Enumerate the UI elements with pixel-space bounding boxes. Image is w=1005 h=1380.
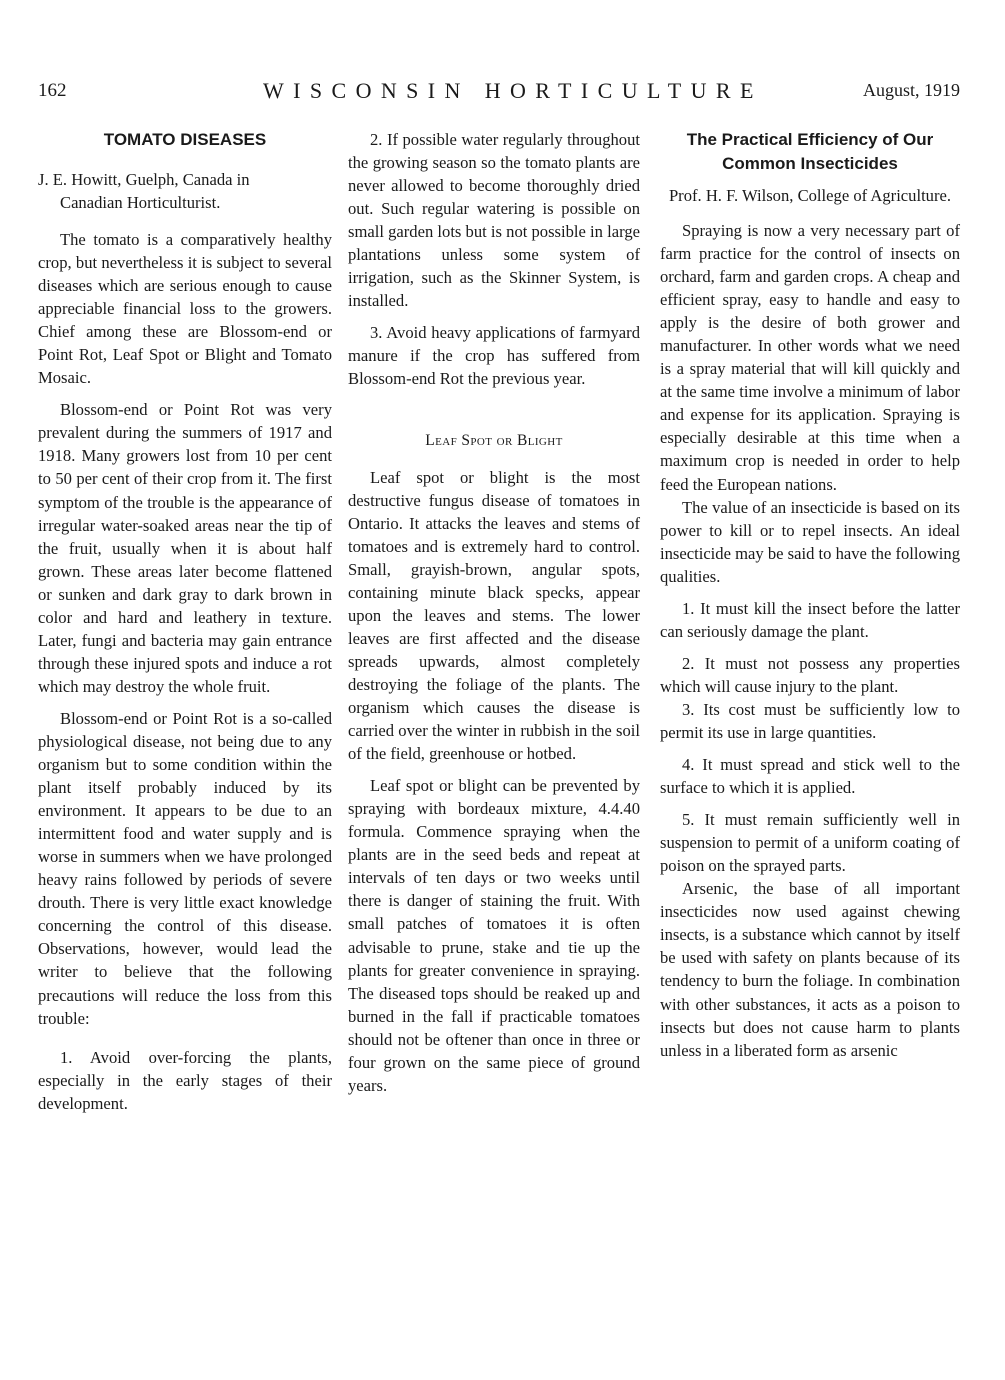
column-3	[660, 128, 960, 1062]
paragraph: Leaf spot or blight can be prevented by spraying with bordeaux mixture, 4.4.40 formula. Commence spraying when the plants are in the seed beds and repeat at intervals of ten days or two weeks until there is danger of staining the fruit. With small patches of tomatoes it is often advisable to prune, stake and tie up the plants for greater convenience in spraying. The diseased tops should be reaked up and burned in the fall if practicable tomatoes should not be oftener than once in three or four grown on the same piece of ground years.	[348, 776, 640, 1095]
list-item: 5. It must remain sufficiently well in suspension to permit of a uniform coating of poison on the sprayed parts.	[660, 810, 960, 876]
paragraph: Leaf spot or blight is the most destructive fungus disease of tomatoes in Ontario. It attacks the leaves and stems of tomatoes and is extremely hard to control. Small, grayish-brown, angular spots, containing minute black specks, appear upon the leaves and stems. The lower leaves are first affected and the disease spreads upwards, almost completely destroying the foliage of the plants. The organism which causes the disease is carried over the winter in rubbish in the soil of the field, greenhouse or hotbed.	[348, 467, 640, 764]
paragraph: The value of an insecticide is based on its power to kill or to repel insects. An ideal insecticide may be said to have the following qualities.	[660, 497, 960, 586]
issue-date: August, 1919	[862, 80, 960, 100]
paragraph: Spraying is now a very necessary part of farm practice for the control of insects on orchard, farm and garden crops. A cheap and efficient spray, easy to handle and easy to apply is the desire of both grower and manufacturer. In other words what we need is a spray material that will kill quickly and at the same time involve a minimum of labor and expense for its application. Spraying is especially desirable at this time when a maximum crop is needed in order to help feed the European nations.	[660, 221, 960, 494]
byline-howitt	[38, 168, 332, 214]
list-item: 3. Its cost must be sufficiently low to permit its use in large quantities.	[660, 699, 960, 742]
paragraph: 3. Avoid heavy applications of farmyard manure if the crop has suffered from Blossom-end Rot the previous year.	[348, 323, 640, 389]
page-header	[38, 80, 960, 110]
page-number: 162	[38, 80, 67, 101]
list-item: 1. It must kill the insect before the latter can seriously damage the plant.	[660, 598, 960, 641]
list-item: 2. It must not possess any properties which will cause injury to the plant.	[660, 653, 960, 696]
paragraph: Blossom-end or Point Rot was very prevalent during the summers of 1917 and 1918. Many growers lost from 10 per cent to 50 per cent of their crop from it. The first symptom of the trouble is the appearance of irregular water-soaked areas near the tip of the fruit, usually when it is about half grown. These areas later become flattened or sunken and dark gray to dark brown in color and hard and leathery in texture. Later, fungi and bacteria may gain entrance through these injured spots and induce a rot which may destroy the whole fruit.	[38, 400, 332, 696]
paragraph: Blossom-end or Point Rot is a so-called physiological disease, not being due to any organism but to some condition within the plant itself probably induced by its environment. It appears to be due to an intermittent food and water supply and is worse in summers when we have prolonged heavy rains followed by periods of severe drouth. There is very little exact knowledge concerning the control of this disease. Observations, however, would lead the writer to believe that the following precautions will reduce the loss from this trouble:	[38, 708, 332, 1028]
list-item: 4. It must spread and stick well to the surface to which it is applied.	[660, 755, 960, 798]
byline-line-1: J. E. Howitt, Guelph, Canada in	[38, 170, 250, 189]
paragraph: 1. Avoid over-forcing the plants, especially in the early stages of their development.	[38, 1047, 332, 1113]
column-2	[348, 128, 640, 1097]
paragraph: Arsenic, the base of all important insecticides now used against chewing insects, is a substance which cannot by itself be used with safety on plants because of its tendency to burn the foliage. In combination with other substances, it acts as a poison to insects but does not cause harm to plants unless in a liberated form as arsenic	[660, 879, 960, 1060]
paragraph: 2. If possible water regularly throughout the growing season so the tomato plants are never allowed to become thoroughly dried out. Such regular watering is possible on small garden lots but is not possible in large plantations unless some system of irrigation, such as the Skinner System, is installed.	[348, 130, 640, 311]
byline-wilson: Prof. H. F. Wilson, College of Agriculture.	[668, 186, 952, 205]
column-1	[38, 128, 332, 1115]
journal-title: WISCONSIN HORTICULTURE	[263, 78, 763, 103]
paragraph: The tomato is a comparatively healthy crop, but nevertheless it is subject to several diseases which are serious enough to cause appreciable financial loss to the growers. Chief among these are Blossom-end or Point Rot, Leaf Spot or Blight and Tomato Mosaic.	[38, 230, 332, 388]
article-title-insecticides: The Practical Efficiency of Our Common Insecticides	[686, 130, 934, 173]
article-title-tomato-diseases: TOMATO DISEASES	[103, 130, 267, 149]
byline-line-2: Canadian Horticulturist.	[60, 193, 221, 212]
section-title-leaf-spot: Leaf Spot or Blight	[425, 431, 563, 449]
